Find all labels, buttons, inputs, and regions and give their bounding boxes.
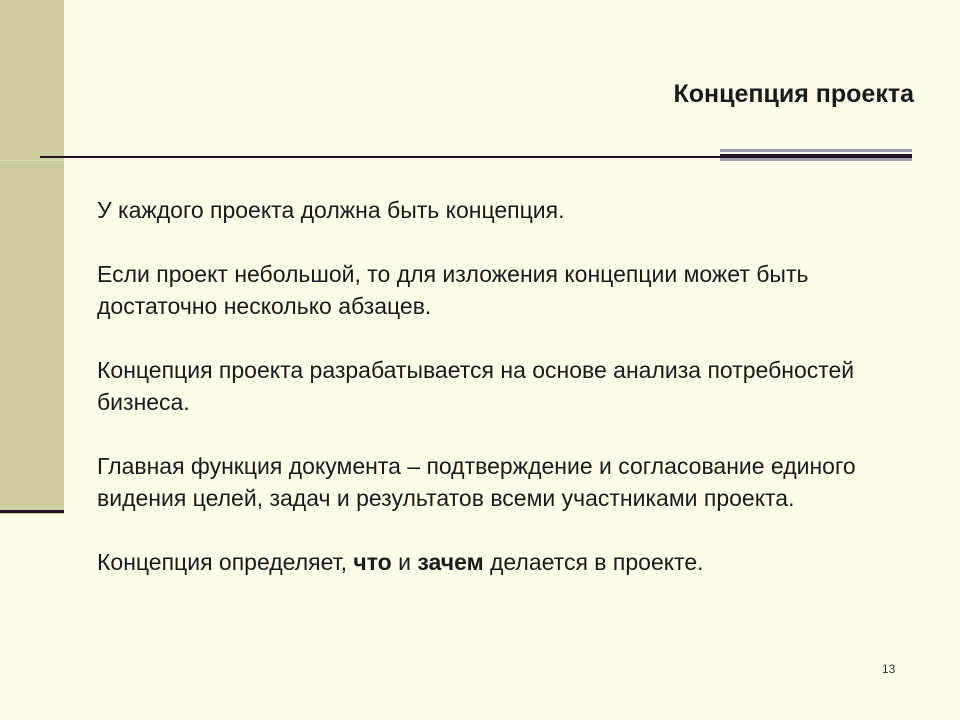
emphasis-what: что <box>353 549 392 575</box>
title-accent-stripes <box>720 149 912 167</box>
side-band-top <box>0 0 64 161</box>
emphasis-why: зачем <box>417 549 484 575</box>
accent-stripe <box>720 158 912 161</box>
paragraph: Концепция проекта разрабатывается на основе анализа потребностей бизнеса. <box>97 357 855 415</box>
accent-stripe <box>720 149 912 152</box>
accent-stripe <box>720 154 912 156</box>
text-segment: Концепция определяет, <box>97 549 354 575</box>
text-segment: делается в проекте. <box>483 549 704 575</box>
side-band-line <box>0 510 64 513</box>
slide-title: Концепция проекта <box>673 80 914 108</box>
paragraph-conclusion <box>97 546 917 578</box>
text-segment: и <box>391 549 418 575</box>
paragraph: Если проект небольшой, то для изложения концепции может быть достаточно несколько абзацев. <box>97 261 809 319</box>
paragraph: У каждого проекта должна быть концепция. <box>97 197 565 223</box>
page-number: 13 <box>882 662 896 676</box>
paragraph: Главная функция документа – подтверждение и согласование единого видения целей, задач и результатов всеми участниками проекта. <box>97 453 856 511</box>
slide-body <box>97 194 917 610</box>
